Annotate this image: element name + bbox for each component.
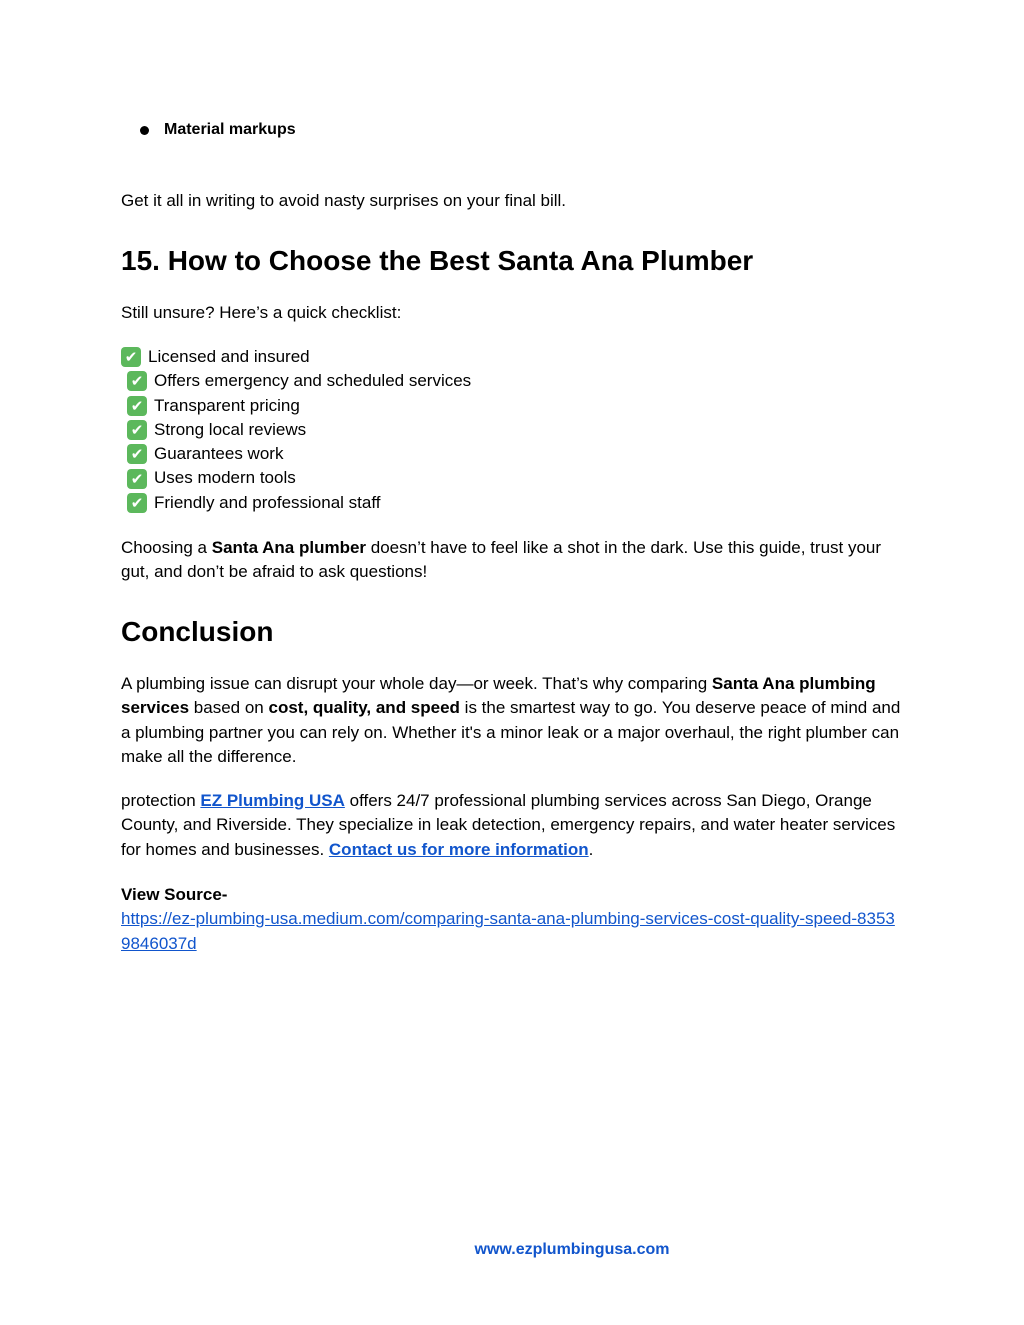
checklist-item <box>121 418 911 442</box>
check-mark-icon: ✔ <box>127 371 147 391</box>
conclusion-bold-1: Santa Ana plumbing services <box>121 674 876 718</box>
conclusion-text-3: is the smartest way to go. You deserve peace of mind and a plumbing partner you can rely on. Whether it's a minor leak or a major overhaul, the right plumber can make all the difference. <box>121 698 901 766</box>
checklist-item-label: Guarantees work <box>154 444 284 464</box>
closing-paragraph <box>121 536 911 585</box>
check-mark-icon: ✔ <box>127 493 147 513</box>
check-mark-icon: ✔ <box>127 396 147 416</box>
company-text-2: offers 24/7 professional plumbing services across San Diego, Orange County, and Riverside. They specialize in leak detection, emergency repairs, and water heater services for homes and businesses. <box>121 791 896 859</box>
check-mark-icon: ✔ <box>127 469 147 489</box>
view-source-link[interactable]: https://ez-plumbing-usa.medium.com/comparing-santa-ana-plumbing-services-cost-quality-speed-83539846037d <box>121 909 895 953</box>
checklist-item <box>121 345 911 369</box>
bullet-item <box>140 121 296 139</box>
checklist-item <box>121 466 911 490</box>
checklist-item <box>121 442 911 466</box>
checklist-item-label: Licensed and insured <box>148 347 310 366</box>
conclusion-paragraph <box>121 672 911 769</box>
bullet-text: Material markups <box>164 121 296 138</box>
checklist-item <box>121 491 911 515</box>
checklist-lead: Still unsure? Here’s a quick checklist: <box>121 303 402 322</box>
checklist <box>121 345 911 515</box>
conclusion-text-1: A plumbing issue can disrupt your whole day—or week. That’s why comparing <box>121 674 712 693</box>
closing-text-start: Choosing a <box>121 538 212 557</box>
checklist-item-label: Offers emergency and scheduled services <box>154 371 472 391</box>
company-text-1: protection <box>121 791 201 810</box>
section-heading-choose: 15. How to Choose the Best Santa Ana Plumber <box>121 245 754 276</box>
checklist-item-label: Friendly and professional staff <box>154 492 381 512</box>
checklist-item-label: Uses modern tools <box>154 468 296 488</box>
intro-paragraph: Get it all in writing to avoid nasty surprises on your final bill. <box>121 191 567 210</box>
bullet-dot <box>140 126 149 135</box>
conclusion-bold-2: cost, quality, and speed <box>268 698 460 718</box>
view-source-block <box>121 883 911 956</box>
footer-website: www.ezplumbingusa.com <box>474 1241 670 1258</box>
company-text-3: . <box>588 839 594 859</box>
checklist-item-label: Transparent pricing <box>154 395 300 415</box>
checklist-item-label: Strong local reviews <box>154 419 307 439</box>
check-mark-icon: ✔ <box>127 420 147 440</box>
checklist-item <box>121 394 911 418</box>
conclusion-heading: Conclusion <box>121 616 274 647</box>
closing-bold-keyword: Santa Ana plumber <box>211 538 367 557</box>
company-paragraph <box>121 789 911 862</box>
conclusion-text-2: based on <box>189 698 269 718</box>
check-mark-icon: ✔ <box>127 444 147 464</box>
ez-plumbing-link[interactable]: EZ Plumbing USA <box>200 791 345 810</box>
closing-text-end: doesn’t have to feel like a shot in the dark. Use this guide, trust your gut, and don’t be afraid to ask questions! <box>121 538 882 582</box>
view-source-label: View Source- <box>121 885 228 904</box>
checklist-item <box>121 369 911 393</box>
contact-us-link[interactable]: Contact us for more information <box>328 839 589 859</box>
check-mark-icon: ✔ <box>121 347 141 367</box>
